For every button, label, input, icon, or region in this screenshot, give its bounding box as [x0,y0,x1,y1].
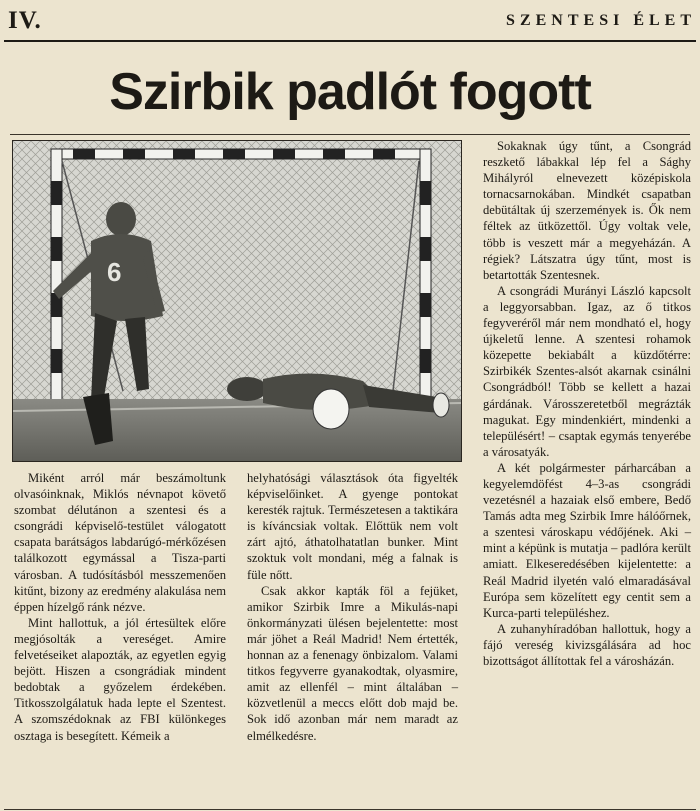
headline: Szirbik padlót fogott [109,63,591,121]
bottom-rule [4,809,696,810]
paragraph: A csongrádi Murányi László kapcsolt a leggyorsabban. Igaz, az ő titkos fegyveréről már nem mondható el, hogy újkeletű lenne. A szentesi rohamok közepette bekiabált a küzdőtérre: Szirbikék Szentes-alsót akarnak csinálni Csongrádból! Több se kellett a hazai gárdának. Városszeretetből megrázták magukat. Egy mindenkiért, mindenki a településért! – csaptak egymás tenyerébe a városatyák. [483,283,691,459]
paragraph: Mint hallottuk, a jól értesültek előre megjósolták a vereséget. Amire felvetéseiket alapozták, az egyetlen egyig bejött. Hiszen a csongrádiak mindent bedobtak a győzelem érdekében. Titkosszolgálatuk hada lepte el Szentest. A szomszédoknak az FBI különkeges osztaga is besegített. Kémeik a [14,615,226,743]
article-column-middle [247,470,458,744]
masthead: SZENTESI ÉLET [506,12,696,29]
article-column-right [483,138,691,669]
page-number: IV. [8,7,42,34]
article-column-left [14,470,226,744]
paragraph: A két polgármester párharcában a kegyelemdöfést 4–3-as csongrádi vezetésnél a hazaiak első embere, Bedő Tamás adta meg Szirbik Imre hálóőrnek, a szentesi városkapu védőjének. Aki – mint a képünk is mutatja – padlóra került amiatt. Elkeseredésében kijelentette: a Reál Madrid ilyetén való elmaradásával Európa sem közelített egy centit sem a Kurca-parti településhez. [483,460,691,620]
handball-goal-photo-icon [13,141,461,461]
headline-rule [10,134,690,135]
top-rule [4,40,696,42]
paragraph: A zuhanyhíradóban hallottuk, hogy a fájó vereség kivizsgálására ad hoc bizottságot állítottak fel a városházán. [483,621,691,668]
article-photo [12,140,462,462]
svg-text:6: 6 [107,257,122,287]
paragraph: Miként arról már beszámoltunk olvasóinknak, Miklós névnapot követő szombat délutánon a szentesi és a csongrádi képviselő-testület válogatott csapata barátságos labdarúgó-mérkőzésen találkozott egymással a Tisza-parti városban. A tudósításból messzemenően kitűnt, bizony az eredmény alakulása nem éppen hízelgő ránk nézve. [14,471,226,614]
paragraph: Sokaknak úgy tűnt, a Csongrád reszkető lábakkal lép fel a Sághy Mihályról elnevezett középiskola tornacsarnokában. Mindkét csapatban debütáltak új szerzemények is. Ők nem féltek az ütközettől. Úgy voltak vele, több is veszett már a megyeházán. A régiek? Látszatra úgy tűnt, most is betartották Szentesnek. [483,139,691,282]
paragraph: Csak akkor kapták föl a fejüket, amikor Szirbik Imre a Mikulás-napi önkormányzati ülésen bejelentette: most már jöhet a Reál Madrid! Nem értették, honnan az a fenenagy önbizalom. Valami titkos fegyverre gyanakodtak, olyasmire, amit az ellenfél – mint általában – közvetlenül a meccs előtt dob majd be. Sok idő azonban már nem maradt az elmélkedésre. [247,583,458,743]
paragraph: helyhatósági választások óta figyelték képviselőinket. A gyenge pontokat keresték rajtuk. Természetesen a taktikára is kíváncsiak voltak. Előttük nem volt zárt ajtó, áthatolhatatlan bunker. Mint szoktuk volt mondani, még a falnak is füle nőtt. [247,471,458,582]
